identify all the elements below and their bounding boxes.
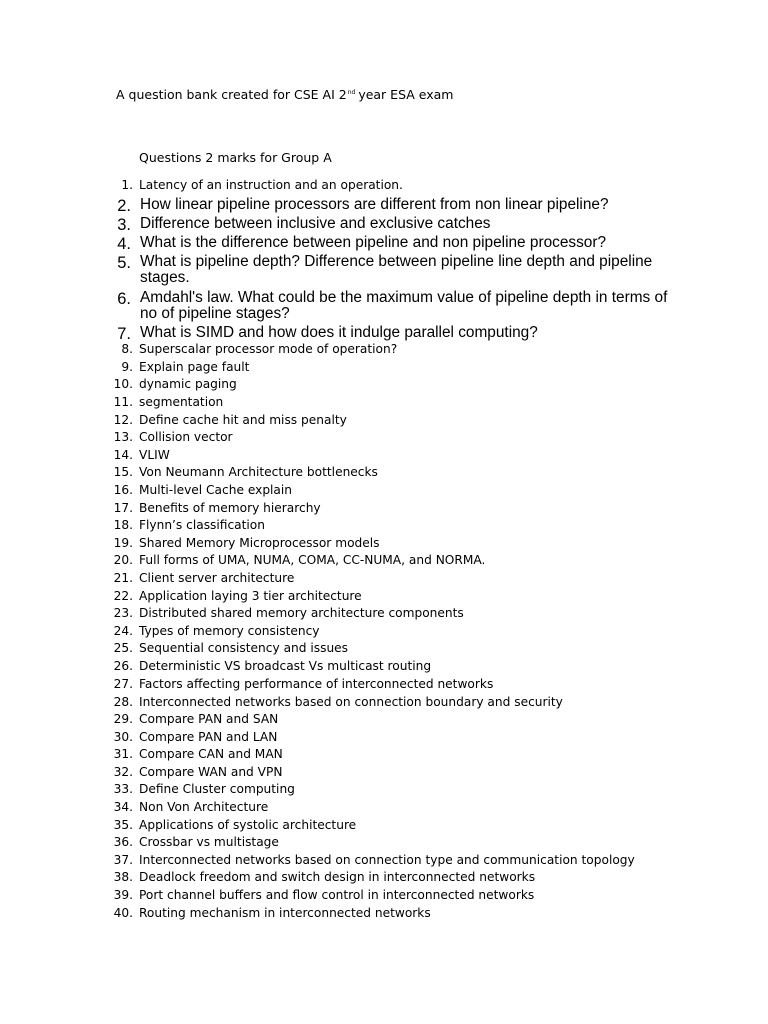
question-text <box>139 695 563 709</box>
question-text-line: Benefits of memory hierarchy <box>139 501 321 515</box>
question-text-line: Application laying 3 tier architecture <box>139 589 362 603</box>
question-number: 12. <box>113 413 133 427</box>
question-number: 9. <box>121 360 133 374</box>
question-number: 24. <box>113 624 133 638</box>
question-text <box>139 800 268 814</box>
question-text-line: no of pipeline stages? <box>140 305 290 322</box>
question-text <box>139 906 431 920</box>
question-text <box>139 501 321 515</box>
question-text <box>139 659 431 673</box>
question-number: 40. <box>113 906 133 920</box>
question-text <box>139 342 397 356</box>
question-text-line: Collision vector <box>139 430 233 444</box>
question-text-line: segmentation <box>139 395 224 409</box>
question-number: 31. <box>113 747 133 761</box>
question-text-line: What is the difference between pipeline and non pipeline processor? <box>140 234 607 251</box>
question-text-line: dynamic paging <box>139 377 237 391</box>
question-text <box>139 730 277 744</box>
question-text <box>140 325 538 341</box>
question-number: 7. <box>117 325 131 343</box>
question-number: 21. <box>113 571 133 585</box>
question-number: 4. <box>117 235 131 253</box>
question-text-line: Compare CAN and MAN <box>139 747 283 761</box>
question-text <box>139 853 635 867</box>
question-text-line: Explain page fault <box>139 360 250 374</box>
page-title-text: A question bank created for CSE AI 2 <box>116 87 347 102</box>
question-text <box>139 360 249 374</box>
question-number: 2. <box>117 197 131 215</box>
question-number: 33. <box>113 782 133 796</box>
question-text-line: Compare PAN and LAN <box>139 730 278 744</box>
question-text <box>139 448 170 462</box>
question-text-line: Compare WAN and VPN <box>139 765 283 779</box>
question-text <box>139 413 347 427</box>
question-text-line: Amdahl's law. What could be the maximum value of pipeline depth in terms of <box>140 289 668 306</box>
question-text-line: Applications of systolic architecture <box>139 818 357 832</box>
question-number: 30. <box>113 730 133 744</box>
question-number: 8. <box>121 342 133 356</box>
question-number: 19. <box>113 536 133 550</box>
question-text-line: Full forms of UMA, NUMA, COMA, CC-NUMA, and NORMA. <box>139 553 486 567</box>
question-text-line: Types of memory consistency <box>139 624 320 638</box>
question-number: 35. <box>113 818 133 832</box>
question-text <box>139 624 320 638</box>
question-text <box>139 818 356 832</box>
question-text <box>139 395 223 409</box>
question-number: 37. <box>113 853 133 867</box>
question-number: 25. <box>113 641 133 655</box>
question-text-line: Define Cluster computing <box>139 782 295 796</box>
question-number: 39. <box>113 888 133 902</box>
question-text-line: VLIW <box>139 448 170 462</box>
question-text-line: Deadlock freedom and switch design in interconnected networks <box>139 870 536 884</box>
question-text-line: Deterministic VS broadcast Vs multicast routing <box>139 659 432 673</box>
question-text-line: Flynn’s classification <box>139 518 265 532</box>
question-text-line: Port channel buffers and flow control in interconnected networks <box>139 888 535 902</box>
question-number: 20. <box>113 553 133 567</box>
question-text-line: What is pipeline depth? Difference between pipeline line depth and pipeline <box>140 253 653 270</box>
question-number: 29. <box>113 712 133 726</box>
question-text <box>139 870 535 884</box>
question-number: 3. <box>117 216 131 234</box>
question-number: 6. <box>117 290 131 308</box>
question-text <box>139 835 279 849</box>
question-text <box>139 377 237 391</box>
section-heading: Questions 2 marks for Group A <box>139 150 332 165</box>
question-number: 36. <box>113 835 133 849</box>
question-number: 1. <box>121 178 133 192</box>
question-number: 17. <box>113 501 133 515</box>
question-text-line: stages. <box>140 269 190 286</box>
question-text-line: Sequential consistency and issues <box>139 641 349 655</box>
question-text <box>139 571 294 585</box>
question-text <box>139 677 493 691</box>
question-text <box>139 465 378 479</box>
question-number: 15. <box>113 465 133 479</box>
question-text <box>139 483 292 497</box>
question-number: 28. <box>113 695 133 709</box>
question-number: 32. <box>113 765 133 779</box>
question-text <box>139 606 464 620</box>
question-text-line: Multi-level Cache explain <box>139 483 293 497</box>
question-number: 10. <box>113 377 133 391</box>
question-text <box>139 641 348 655</box>
question-text <box>139 430 233 444</box>
question-text <box>139 712 278 726</box>
question-number: 13. <box>113 430 133 444</box>
question-text-line: Factors affecting performance of interconnected networks <box>139 677 494 691</box>
question-text <box>140 254 652 286</box>
question-number: 27. <box>113 677 133 691</box>
question-text-line: Interconnected networks based on connection type and communication topology <box>139 853 635 867</box>
question-number: 23. <box>113 606 133 620</box>
question-text-line: Superscalar processor mode of operation? <box>139 342 398 356</box>
question-text <box>139 747 283 761</box>
question-text <box>139 178 403 192</box>
question-text-line: Difference between inclusive and exclusive catches <box>140 215 491 232</box>
question-text <box>140 216 490 232</box>
question-text-line: Distributed shared memory architecture components <box>139 606 464 620</box>
question-number: 26. <box>113 659 133 673</box>
question-number: 11. <box>113 395 133 409</box>
question-number: 34. <box>113 800 133 814</box>
question-text <box>139 536 380 550</box>
question-number: 14. <box>113 448 133 462</box>
question-text <box>139 518 265 532</box>
question-text-line: Crossbar vs multistage <box>139 835 279 849</box>
question-text <box>139 553 485 567</box>
question-text <box>139 782 295 796</box>
question-number: 22. <box>113 589 133 603</box>
question-text <box>140 197 609 213</box>
question-text-line: Latency of an instruction and an operation. <box>139 178 403 192</box>
page-title-text-end: year ESA exam <box>358 87 454 102</box>
question-text <box>140 290 667 322</box>
question-number: 5. <box>117 254 131 272</box>
page-title-superscript: nd <box>347 89 356 96</box>
question-text <box>139 888 534 902</box>
question-text-line: Compare PAN and SAN <box>139 712 279 726</box>
question-text <box>139 765 282 779</box>
question-text-line: Interconnected networks based on connection boundary and security <box>139 695 563 709</box>
question-text-line: Routing mechanism in interconnected networks <box>139 906 431 920</box>
question-number: 18. <box>113 518 133 532</box>
question-number: 38. <box>113 870 133 884</box>
question-text-line: Von Neumann Architecture bottlenecks <box>139 465 378 479</box>
question-text-line: Client server architecture <box>139 571 295 585</box>
question-text-line: Define cache hit and miss penalty <box>139 413 347 427</box>
question-text <box>140 235 606 251</box>
question-text-line: Non Von Architecture <box>139 800 269 814</box>
question-text <box>139 589 362 603</box>
question-text-line: How linear pipeline processors are different from non linear pipeline? <box>140 196 609 213</box>
question-number: 16. <box>113 483 133 497</box>
question-text-line: Shared Memory Microprocessor models <box>139 536 380 550</box>
question-text-line: What is SIMD and how does it indulge parallel computing? <box>140 324 538 341</box>
